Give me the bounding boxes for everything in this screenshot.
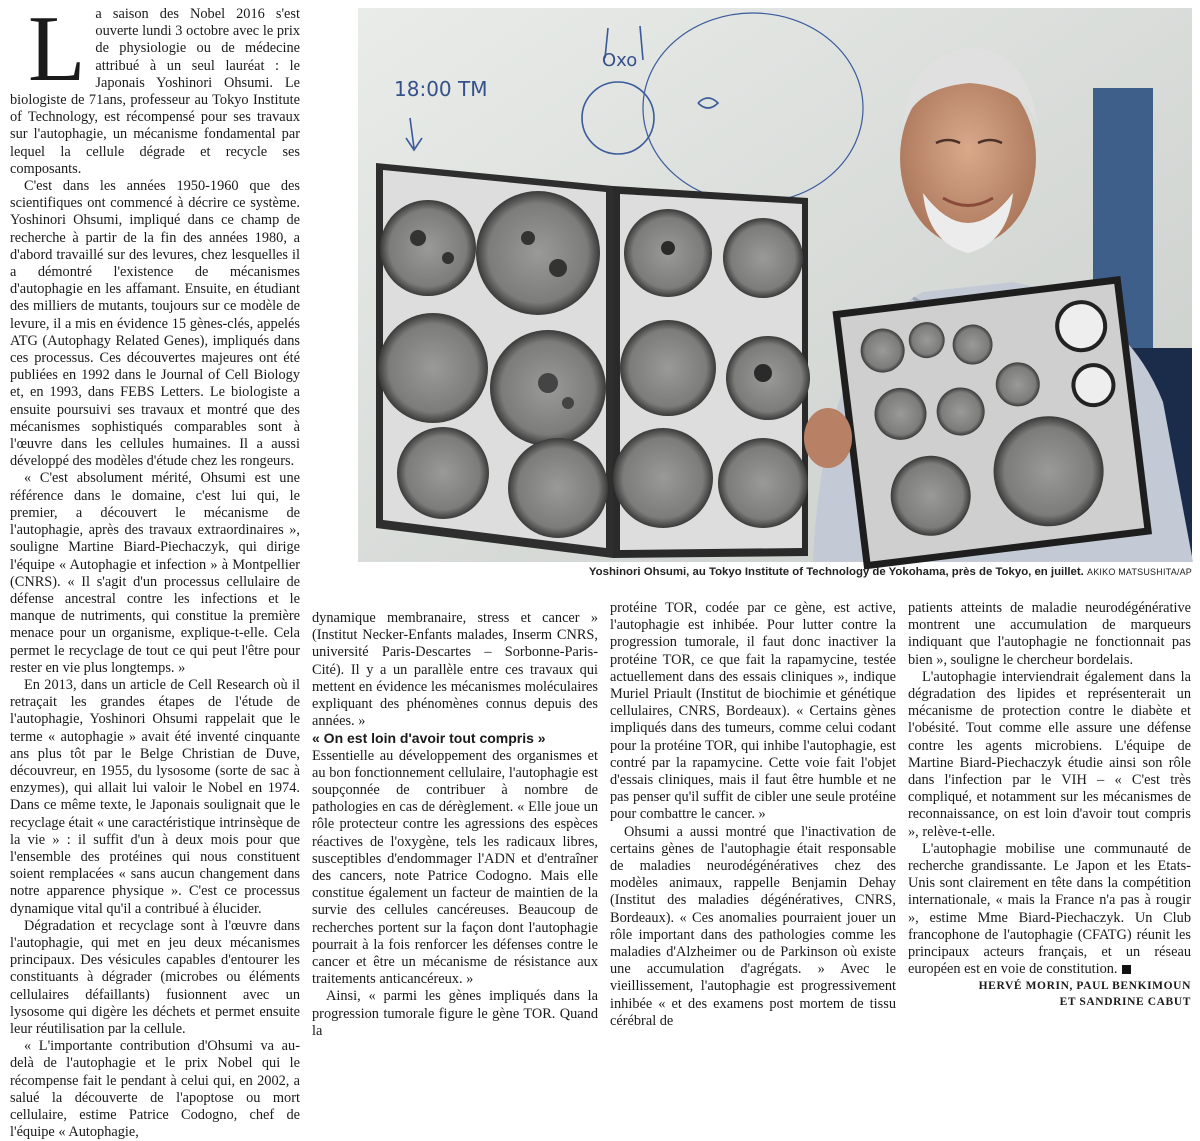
- article-column-3: [610, 600, 896, 1029]
- paragraph: Dégradation et recyclage sont à l'œuvre dans l'autophagie, qui met en jeu deux mécanismes principaux. Des vésicules capables d'entourer les constituants à dégrader (microbes ou éléments cellulaires défaillants) fusionnent avec un lysosome qui digère les déchets et permet ensuite leur réutilisation par la cellule.: [10, 917, 300, 1037]
- paragraph: En 2013, dans un article de Cell Research où il retraçait les grandes étapes de l'étude de l'autophagie, Yoshinori Ohsumi rappelait que le terme « autophagie » avait été inventé cinquante ans plus tôt par le Belge Christian de Duve, découvreur, en 1955, du lysosome (sorte de sac à enzymes), qui allait lui valoir le Nobel en 1974. Dans ce même texte, le Japonais soulignait que le recyclage était « une caractéristique intrinsèque de la vie » : il suffit d'un à deux mois pour que l'ensemble des protéines qui nous constituent soient remplacées « sans aucun changement dans notre apparence physique ». C'est ce processus dynamique vital qu'il a contribué à élucider.: [10, 676, 300, 917]
- paragraph: dynamique membranaire, stress et cancer » (Institut Necker-Enfants malades, Inserm CNRS, université Paris-Descartes – Sorbonne-Paris-Cité). Il y a un parallèle entre ces travaux qui mettent en évidence les mécanismes moléculaires expliquant des phénomènes connus depuis des années. »: [312, 610, 598, 730]
- article-column-1: [10, 0, 300, 1141]
- lead-paragraph: La saison des Nobel 2016 s'est ouverte lundi 3 octobre avec le prix de physiologie ou de médecine attribué à un seul lauréat : le Japonais Yoshinori Ohsumi. Le biologiste de 71ans, professeur au Tokyo Institute of Technology, est récompensé pour ses travaux sur l'autophagie, un mécanisme fondamental par lequel la cellule dégrade et recycle ses composants.: [10, 0, 300, 177]
- article-column-2: [312, 610, 598, 1039]
- paragraph: L'autophagie interviendrait également dans la dégradation des lipides et représenterait un mécanisme de protection contre le diabète et l'obésité. Tout comme elle assure une défense contre les agents microbiens. L'équipe de Martine Biard-Piechaczyk étudie ainsi son rôle dans l'infection par le VIH – « C'est très compliqué, et notamment sur les mécanismes de reconnaissance, on est loin d'avoir tout compris », relève-t-elle.: [908, 668, 1191, 840]
- hand: [804, 408, 852, 468]
- photo-caption: [358, 566, 1192, 578]
- whiteboard-text: Oxo: [602, 50, 638, 71]
- paragraph: Ohsumi a aussi montré que l'inactivation de certains gènes de l'autophagie était responsable de maladies neurodégénératives chez des modèles animaux, rappelle Benjamin Dehay (Institut des maladies dégénératives, CNRS, Bordeaux). « Ces anomalies pourraient jouer un rôle important dans des pathologies comme les maladies d'Alzheimer ou de Parkinson où existe une accumulation d'agrégats. » Avec le vieillissement, l'autophagie est progressivement inhibée « et des examens post mortem de tissu cérébral de: [610, 823, 896, 1029]
- article-column-4: [908, 600, 1191, 1009]
- caption-text: Yoshinori Ohsumi, au Tokyo Institute of Technology de Yokohama, près de Tokyo, en juillet.: [588, 566, 1084, 578]
- paragraph: C'est dans les années 1950-1960 que des scientifiques ont commencé à décrire ce système. Yoshinori Ohsumi, impliqué dans ce champ de recherche à partir de la fin des années 1980, a d'abord travaillé sur des levures, chez lesquelles il a démontré l'existence de mécanismes d'autophagie en les affamant. Ensuite, en étudiant des milliers de mutants, toujours sur ce modèle de levure, il a mis en évidence 15 gènes-clés, appelés ATG (Autophagy Related Genes), impliqués dans ces processus. Ces découvertes majeures ont été publiées en 1992 dans le Journal of Cell Biology et, en 1993, dans FEBS Letters. Le biologiste a ensuite poursuivi ses travaux et montré que des mécanismes sophistiqués comparables sont à l'œuvre dans les cellules humaines. Il a aussi développé des modèles d'étude chez les rongeurs.: [10, 178, 300, 470]
- drop-cap: L: [28, 0, 86, 101]
- paragraph: « L'importante contribution d'Ohsumi va au-delà de l'autophagie et le prix Nobel qui le récompense fait le pendant à celui qui, en 2002, a salué la découverte de l'apoptose ou mort cellulaire, estime Patrice Codogno, chef de l'équipe « Autophagie,: [10, 1038, 300, 1141]
- paragraph: Essentielle au développement des organismes et au bon fonctionnement cellulaire, l'autophagie est soupçonnée de contribuer à nombre de pathologies en cas de dérèglement. « Elle joue un rôle protecteur contre les agressions des espèces réactives de l'oxygène, tels les radicaux libres, susceptibles d'endommager l'ADN et d'entraîner des cancers, note Patrice Codogno. Mais elle constitue également un facteur de maintien de la survie des cellules cancéreuses. Beaucoup de recherches portent sur la façon dont l'autophagie pourrait à la fois renforcer les défenses contre le cancer et être un mécanisme de résistance aux traitements anticancéreux. »: [312, 747, 598, 988]
- paragraph: Ainsi, « parmi les gènes impliqués dans la progression tumorale figure le gène TOR. Quand la: [312, 988, 598, 1039]
- paragraph: patients atteints de maladie neurodégénérative montrent une accumulation de marqueurs indiquant que l'autophagie ne fonctionnait pas bien », souligne le chercheur bordelais.: [908, 600, 1191, 668]
- article-photo: [358, 8, 1192, 562]
- whiteboard-text: 18:00 TM: [394, 77, 488, 101]
- paragraph: L'autophagie mobilise une communauté de recherche grandissante. Le Japon et les Etats-Unis sont clairement en tête dans la compétition internationale, « mais la France n'a pas à rougir », estime Mme Biard-Piechaczyk. Un Club francophone de l'autophagie (CFATG) réunit les principaux acteurs français, et un réseau européen est en voie de constitution.: [908, 840, 1191, 978]
- held-microscopy-poster: [833, 276, 1153, 569]
- microscopy-poster-left: [376, 163, 613, 558]
- paragraph: protéine TOR, codée par ce gène, est active, l'autophagie est inhibée. Pour lutter contre la progression tumorale, il faut donc inactiver la protéine TOR, ce que fait la rapamycine, testée actuellement dans des essais cliniques », indique Muriel Priault (Institut de biochimie et génétique cellulaires, CNRS, Bordeaux). « Certains gènes impliqués dans des tumeurs, comme celui codant pour la protéine TOR, qui inhibe l'autophagie, est contré par la rapamycine. Cette voie fait l'objet d'essais cliniques, mais il faut être humble et ne pas penser qu'il suffit de cibler une seule protéine pour combattre le cancer. »: [610, 600, 896, 823]
- byline: [908, 978, 1191, 1010]
- quote-paragraph: « C'est absolument mérité, Ohsumi est une référence dans le domaine, c'est lui qui, le premier, a découvert le mécanisme de l'autophagie, après des travaux extraordinaires », souligne Martine Biard-Piechaczyk, qui dirige l'équipe « Autophagie et infection » à Montpellier (CNRS). « Il s'agit d'un processus cellulaire de défense ancestral contre les infections et le manque de nutriments, qui constitue la première menace pour un organisme, explique-t-elle. Cela permet le recyclage de tout ce qui peut l'être pour rester en vie plus longtemps. »: [10, 470, 300, 676]
- microscopy-poster-middle: [613, 186, 810, 558]
- photo-credit: AKIKO MATSUSHITA/AP: [1087, 567, 1192, 577]
- subheading: « On est loin d'avoir tout compris »: [312, 730, 546, 747]
- byline-line-2: ET SANDRINE CABUT: [1059, 996, 1191, 1009]
- byline-line-1: HERVÉ MORIN, PAUL BENKIMOUN: [978, 980, 1191, 993]
- end-of-article-mark: [1122, 965, 1131, 974]
